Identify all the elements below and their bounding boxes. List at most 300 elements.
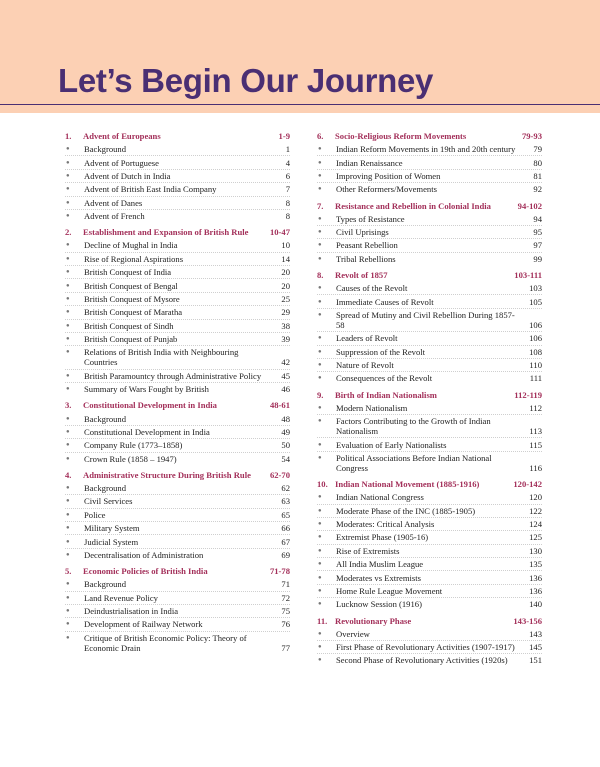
bullet-icon: ● [66,498,70,505]
entry-page-number: 113 [529,426,542,437]
bullet-icon: ● [66,172,70,179]
section-title: Resistance and Rebellion in Colonial India [335,200,491,211]
entry-title: Rise of Extremists [336,545,400,556]
entry-page-number: 20 [281,267,290,278]
toc-entry[interactable] [65,412,290,425]
entry-title: Second Phase of Revolutionary Activities (1920s) [336,655,508,666]
entry-title: Modern Nationalism [336,402,408,413]
entry-title: Decentralisation of Administration [84,549,204,560]
toc-entry[interactable] [317,438,542,451]
toc-entry[interactable] [317,253,542,265]
entry-title: Moderate Phase of the INC (1885-1905) [336,505,476,516]
toc-entry[interactable] [317,571,542,584]
entry-page-number: 120 [529,492,542,503]
entry-page-number: 54 [281,453,290,464]
entry-page-number: 45 [281,370,290,381]
entry-page-number: 75 [281,606,290,617]
section-page-range: 71-78 [269,566,290,577]
bullet-icon: ● [318,644,322,651]
toc-entry[interactable] [317,156,542,169]
bullet-icon: ● [318,186,322,193]
bullet-icon: ● [318,375,322,382]
entry-title: Extremist Phase (1905-16) [336,532,429,543]
entry-title: Relations of British India with Neighbouring Countries [84,347,239,368]
bullet-icon: ● [66,594,70,601]
entry-page-number: 49 [281,426,290,437]
bullet-icon: ● [66,255,70,262]
entry-page-number: 136 [529,585,542,596]
entry-title: Police [84,509,106,520]
toc-entry[interactable] [65,383,290,395]
toc-entry[interactable] [65,453,290,465]
toc-entry[interactable] [65,320,290,333]
section-number: 5. [65,566,72,577]
toc-entry[interactable] [317,332,542,345]
bullet-icon: ● [66,322,70,329]
bullet-icon: ● [66,442,70,449]
entry-page-number: 1 [285,144,290,155]
bullet-icon: ● [318,454,322,461]
bullet-icon: ● [66,634,70,641]
section-title: Economic Policies of British India [83,566,208,577]
entry-title: Background [84,144,127,155]
section-title: Constitutional Development in India [83,400,217,411]
section-page-range: 79-93 [521,131,542,141]
entry-page-number: 124 [529,519,542,530]
section-page-range: 48-61 [269,400,290,411]
toc-entry[interactable] [317,518,542,531]
bullet-icon: ● [66,581,70,588]
entry-title: Causes of the Revolt [336,283,408,294]
bullet-icon: ● [318,561,322,568]
entry-page-number: 29 [281,307,290,318]
toc-entry[interactable] [65,293,290,306]
bullet-icon: ● [66,608,70,615]
toc-section [65,227,290,395]
entry-title: Company Rule (1773–1858) [84,440,183,451]
entry-title: Peasant Rebellion [336,240,398,251]
toc-entry[interactable] [65,578,290,591]
bullet-icon: ● [318,298,322,305]
entry-title: Indian National Congress [336,492,424,503]
entry-page-number: 130 [529,545,542,556]
toc-entry[interactable] [317,226,542,239]
entry-title: British Conquest of Maratha [84,307,183,318]
entry-title: Home Rule League Movement [336,585,443,596]
toc-entry[interactable] [317,654,542,666]
entry-page-number: 110 [529,360,542,371]
entry-page-number: 39 [281,334,290,345]
bullet-icon: ● [318,521,322,528]
toc-entry[interactable] [317,143,542,156]
entry-title: Advent of Danes [84,197,143,208]
entry-page-number: 106 [529,333,542,344]
toc-entry[interactable] [65,439,290,452]
section-title: Revolutionary Phase [335,615,412,626]
section-heading[interactable] [317,201,542,211]
bullet-icon: ● [318,242,322,249]
toc-entry[interactable] [65,183,290,196]
entry-title: British Conquest of Sindh [84,320,174,331]
entry-page-number: 140 [529,599,542,610]
bullet-icon: ● [318,285,322,292]
entry-page-number: 8 [285,211,290,222]
bullet-icon: ● [66,538,70,545]
bullet-icon: ● [318,146,322,153]
toc-entry[interactable] [65,535,290,548]
toc-entry[interactable] [65,549,290,561]
section-heading[interactable] [65,131,290,141]
section-heading[interactable] [317,616,542,626]
section-heading[interactable] [317,479,542,489]
toc-entry[interactable] [317,402,542,415]
entry-page-number: 72 [281,592,290,603]
entry-title: Advent of Portuguese [84,157,159,168]
entry-page-number: 116 [529,462,542,473]
toc-section [317,131,542,196]
toc-entry[interactable] [317,531,542,544]
entry-title: Other Reformers/Movements [336,184,437,195]
bullet-icon: ● [318,172,322,179]
bullet-icon: ● [66,372,70,379]
entry-page-number: 92 [533,184,542,195]
bullet-icon: ● [318,547,322,554]
entry-page-number: 8 [285,197,290,208]
section-title: Administrative Structure During British Rule [83,469,251,480]
toc-section [317,616,542,667]
entry-page-number: 99 [533,253,542,264]
entry-title: British Conquest of Punjab [84,334,178,345]
entry-title: Civil Services [84,496,133,507]
toc-entry[interactable] [65,495,290,508]
entry-title: Overview [336,628,370,639]
bullet-icon: ● [66,159,70,166]
entry-page-number: 4 [285,157,290,168]
section-number: 6. [317,131,324,141]
section-title: Socio-Religious Reform Movements [335,131,467,141]
entry-page-number: 71 [281,579,290,590]
entry-page-number: 66 [281,523,290,534]
toc-section [317,270,542,385]
toc-entry[interactable] [65,253,290,266]
entry-page-number: 25 [281,293,290,304]
toc-entry[interactable] [65,333,290,346]
bullet-icon: ● [318,534,322,541]
bullet-icon: ● [66,485,70,492]
entry-title: Advent of French [84,211,145,222]
entry-page-number: 38 [281,320,290,331]
toc-entry[interactable] [65,632,290,654]
toc-entry[interactable] [317,628,542,641]
entry-title: First Phase of Revolutionary Activities (1907-1917) [336,642,515,653]
toc-entry[interactable] [317,309,542,332]
entry-title: Development of Railway Network [84,619,203,630]
toc-entry[interactable] [65,170,290,183]
entry-title: Political Associations Before Indian National Congress [336,452,492,473]
bullet-icon: ● [66,621,70,628]
toc-entry[interactable] [65,509,290,522]
entry-page-number: 136 [529,572,542,583]
toc-entry[interactable] [65,482,290,495]
entry-title: Improving Position of Women [336,170,441,181]
toc-section [317,479,542,610]
bullet-icon: ● [318,215,322,222]
section-number: 10. [317,479,328,490]
toc-section [317,201,542,266]
bullet-icon: ● [66,336,70,343]
entry-title: Critique of British Economic Policy: Theory of Economic Drain [84,632,247,653]
entry-title: Land Revenue Policy [84,592,158,603]
entry-title: Spread of Mutiny and Civil Rebellion During 1857-58 [336,309,515,330]
entry-page-number: 76 [281,619,290,630]
entry-page-number: 125 [529,532,542,543]
entry-title: Civil Uprisings [336,227,389,238]
toc-entry[interactable] [317,505,542,518]
entry-title: Indian Reform Movements in 19th and 20th century [336,144,516,155]
entry-title: Nature of Revolt [336,360,394,371]
entry-page-number: 65 [281,509,290,520]
bullet-icon: ● [66,213,70,220]
bullet-icon: ● [66,415,70,422]
entry-page-number: 106 [529,319,542,330]
toc-entry[interactable] [65,239,290,252]
page-title: Let’s Begin Our Journey [58,62,434,99]
section-page-range: 143-156 [513,615,542,626]
entry-title: Suppression of the Revolt [336,346,426,357]
section-heading[interactable] [65,470,290,480]
section-page-range: 120-142 [513,479,542,490]
toc-entry[interactable] [317,545,542,558]
toc-column-left [65,131,290,659]
toc-entry[interactable] [317,183,542,195]
bullet-icon: ● [318,494,322,501]
entry-title: Deindustrialisation in India [84,606,179,617]
entry-page-number: 103 [529,283,542,294]
section-title: Revolt of 1857 [335,270,388,280]
toc-entry[interactable] [65,426,290,439]
bullet-icon: ● [318,507,322,514]
section-heading[interactable] [65,227,290,237]
section-page-range: 103-111 [514,270,542,280]
bullet-icon: ● [66,295,70,302]
entry-page-number: 95 [533,227,542,238]
bullet-icon: ● [66,309,70,316]
entry-title: Summary of Wars Fought by British [84,384,209,395]
entry-page-number: 46 [281,384,290,395]
entry-page-number: 151 [529,655,542,666]
toc-entry[interactable] [65,306,290,319]
section-heading[interactable] [317,270,542,280]
entry-title: Indian Renaissance [336,157,403,168]
bullet-icon: ● [66,428,70,435]
section-number: 7. [317,200,324,211]
section-page-range: 112-119 [514,389,542,400]
section-page-range: 1-9 [278,131,290,141]
toc-entry[interactable] [65,210,290,222]
entry-title: All India Muslim League [336,559,424,570]
toc-entry[interactable] [317,213,542,226]
toc-entry[interactable] [317,295,542,308]
toc-entry[interactable] [65,156,290,169]
bullet-icon: ● [66,146,70,153]
toc-entry[interactable] [317,415,542,438]
entry-title: Evaluation of Early Nationalists [336,439,447,450]
bullet-icon: ● [318,362,322,369]
bullet-icon: ● [318,229,322,236]
toc-entry[interactable] [65,592,290,605]
entry-page-number: 77 [281,642,290,653]
bullet-icon: ● [318,404,322,411]
toc-section [317,390,542,475]
toc-entry[interactable] [65,197,290,210]
section-title: Establishment and Expansion of British Rule [83,227,249,238]
section-heading[interactable] [65,400,290,410]
entry-title: Tribal Rebellions [336,253,396,264]
entry-page-number: 111 [529,373,542,384]
toc-entry[interactable] [65,266,290,279]
toc-entry[interactable] [317,558,542,571]
entry-title: Military System [84,523,140,534]
section-number: 1. [65,131,72,141]
bullet-icon: ● [66,186,70,193]
entry-title: British Paramountcy through Administrative Policy [84,370,262,381]
entry-title: Constitutional Development in India [84,426,210,437]
toc-entry[interactable] [317,585,542,598]
bullet-icon: ● [318,335,322,342]
bullet-icon: ● [318,348,322,355]
entry-page-number: 14 [281,253,290,264]
section-number: 11. [317,615,328,626]
entry-title: Rise of Regional Aspirations [84,253,184,264]
bullet-icon: ● [66,282,70,289]
section-title: Birth of Indian Nationalism [335,389,437,400]
entry-title: Leaders of Revolt [336,333,398,344]
entry-title: Moderates: Critical Analysis [336,519,435,530]
bullet-icon: ● [318,311,322,318]
bullet-icon: ● [66,551,70,558]
toc-entry[interactable] [317,598,542,610]
entry-page-number: 108 [529,346,542,357]
toc-entry[interactable] [65,346,290,369]
toc-entry[interactable] [317,372,542,384]
entry-page-number: 20 [281,280,290,291]
entry-page-number: 6 [285,170,290,181]
section-heading[interactable] [65,566,290,576]
entry-page-number: 50 [281,440,290,451]
toc-section [65,566,290,654]
section-number: 2. [65,227,72,238]
bullet-icon: ● [66,199,70,206]
toc-entry[interactable] [317,346,542,359]
toc-entry[interactable] [65,605,290,618]
bullet-icon: ● [318,441,322,448]
entry-page-number: 42 [281,357,290,368]
entry-page-number: 115 [529,439,542,450]
bullet-icon: ● [66,511,70,518]
toc-entry[interactable] [65,279,290,292]
bullet-icon: ● [318,574,322,581]
entry-page-number: 80 [533,157,542,168]
bullet-icon: ● [66,386,70,393]
bullet-icon: ● [318,587,322,594]
toc-entry[interactable] [317,359,542,372]
entry-title: Factors Contributing to the Growth of Indian Nationalism [336,416,491,437]
entry-page-number: 135 [529,559,542,570]
entry-title: Advent of Dutch in India [84,170,171,181]
section-number: 9. [317,389,324,400]
entry-title: Moderates vs Extremists [336,572,421,583]
toc-entry[interactable] [317,170,542,183]
bullet-icon: ● [318,601,322,608]
toc-section [65,470,290,561]
section-heading[interactable] [317,390,542,400]
bullet-icon: ● [318,418,322,425]
entry-page-number: 81 [533,170,542,181]
entry-page-number: 10 [281,240,290,251]
entry-page-number: 145 [529,642,542,653]
entry-page-number: 48 [281,413,290,424]
section-number: 3. [65,400,72,411]
toc-entry[interactable] [65,370,290,383]
entry-title: Background [84,579,127,590]
section-page-range: 94-102 [517,200,542,211]
header-banner [0,0,600,113]
entry-title: Immediate Causes of Revolt [336,296,434,307]
entry-title: Crown Rule (1858 – 1947) [84,453,177,464]
toc-entry[interactable] [317,239,542,252]
toc-entry[interactable] [317,282,542,295]
entry-title: British Conquest of India [84,267,172,278]
entry-title: Lucknow Session (1916) [336,599,422,610]
entry-page-number: 105 [529,296,542,307]
entry-page-number: 122 [529,505,542,516]
section-page-range: 62-70 [269,469,290,480]
entry-page-number: 97 [533,240,542,251]
toc-column-right [317,131,542,672]
entry-page-number: 79 [533,144,542,155]
entry-title: British Conquest of Bengal [84,280,178,291]
bullet-icon: ● [66,242,70,249]
bullet-icon: ● [318,657,322,664]
entry-page-number: 7 [285,184,290,195]
bullet-icon: ● [66,455,70,462]
bullet-icon: ● [66,269,70,276]
entry-title: Background [84,413,127,424]
section-number: 8. [317,270,324,280]
entry-page-number: 112 [529,402,542,413]
toc-entry[interactable] [317,452,542,474]
entry-page-number: 143 [529,628,542,639]
header-divider [0,104,600,105]
section-heading[interactable] [317,131,542,141]
bullet-icon: ● [66,349,70,356]
toc-entry[interactable] [317,641,542,654]
section-page-range: 10-47 [269,227,290,238]
section-title: Indian National Movement (1885-1916) [335,479,480,490]
bullet-icon: ● [318,159,322,166]
toc-section [65,400,290,465]
entry-page-number: 69 [281,549,290,560]
toc-section [65,131,290,222]
entry-title: Types of Resistance [336,213,405,224]
toc-entry[interactable] [65,143,290,156]
bullet-icon: ● [318,255,322,262]
entry-page-number: 67 [281,536,290,547]
toc-entry[interactable] [317,491,542,504]
toc-entry[interactable] [65,618,290,631]
toc-entry[interactable] [65,522,290,535]
entry-page-number: 63 [281,496,290,507]
